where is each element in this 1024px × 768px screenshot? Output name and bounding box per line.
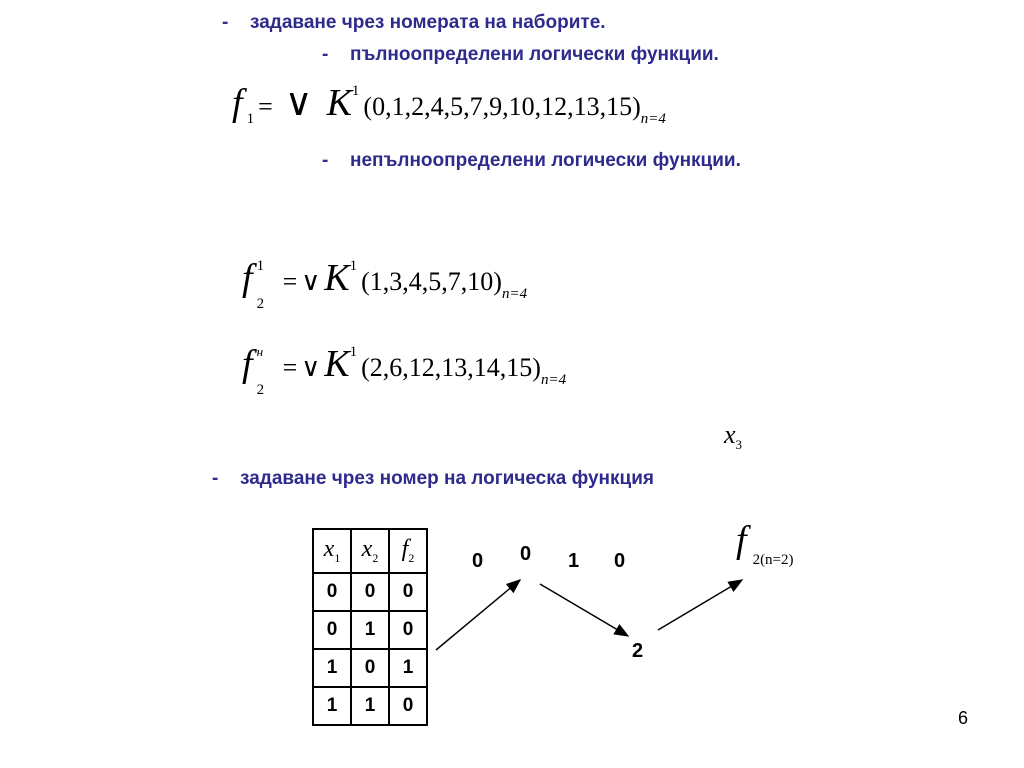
arrow-number-to-function [658, 580, 742, 630]
formula-K: K [324, 257, 350, 299]
vector-digit: 1 [568, 550, 580, 572]
vector-digit: 0 [614, 550, 626, 572]
formula-f-sup: н [256, 344, 264, 360]
formula-f: f [242, 343, 253, 385]
formula-f-sup: 1 [256, 258, 265, 275]
table-cell: 0 [351, 649, 389, 687]
arrow-table-to-vector [436, 580, 520, 650]
formula-K: K [324, 343, 350, 385]
dash: - [212, 468, 219, 489]
function-number: 2 [632, 640, 644, 662]
formula-or: ∨ [301, 353, 321, 382]
formula-f-sub: 2 [256, 382, 265, 399]
dash: - [322, 44, 329, 65]
formula-K-sup: 1 [351, 83, 360, 99]
formula-f-sub: 2 [256, 296, 265, 313]
table-cell: 1 [389, 649, 427, 687]
formula-eq: = [282, 267, 298, 296]
dash: - [222, 12, 229, 33]
table-cell: 1 [313, 649, 351, 687]
page-number: 6 [957, 708, 968, 728]
bullet-text: пълноопределени логически функции. [350, 44, 719, 65]
formula-eq: = [282, 353, 298, 382]
formula-K-sup: 1 [349, 344, 358, 360]
formula-n: n=4 [640, 111, 666, 127]
formula-or: ∨ [301, 267, 321, 296]
table-cell: 1 [351, 611, 389, 649]
table-cell: 0 [313, 573, 351, 611]
header-x1: $x_1$ [313, 529, 351, 573]
vector-digit: 0 [472, 550, 484, 572]
formula-or: ∨ [284, 82, 313, 124]
formula-n: n=4 [540, 372, 567, 388]
formula-f: f [232, 82, 243, 124]
table-cell: 0 [351, 573, 389, 611]
variable-x-sub: 3 [735, 437, 743, 452]
header-x2: $x_2$ [351, 529, 389, 573]
formula-f-sub: 1 [246, 111, 255, 127]
formula-set: (1,3,4,5,7,10) [361, 267, 502, 296]
table-cell: 1 [313, 687, 351, 725]
bullet-text: задаване чрез номерата на наборите. [250, 12, 606, 33]
result-f: f [736, 519, 747, 561]
table-cell: 0 [313, 611, 351, 649]
formula-set: (2,6,12,13,14,15) [361, 353, 541, 382]
table-cell: 0 [389, 687, 427, 725]
header-f2: $f_2$ [389, 529, 427, 573]
table-cell: 1 [351, 687, 389, 725]
formula-f: f [242, 257, 253, 299]
dash: - [322, 150, 329, 171]
bullet-text: задаване чрез номер на логическа функция [240, 468, 654, 489]
formula-eq: = [258, 92, 273, 121]
formula-K-sup: 1 [349, 258, 358, 274]
variable-x: x [724, 420, 736, 449]
bullet-text: непълноопределени логически функции. [350, 150, 741, 171]
vector-digit: 0 [520, 543, 532, 565]
arrow-vector-to-number [540, 584, 628, 636]
formula-set: (0,1,2,4,5,7,9,10,12,13,15) [363, 92, 641, 121]
formula-n: n=4 [501, 286, 528, 302]
formula-K: K [326, 82, 352, 124]
table-cell: 0 [389, 611, 427, 649]
result-f-sub: 2(n=2) [752, 552, 794, 568]
table-cell: 0 [389, 573, 427, 611]
